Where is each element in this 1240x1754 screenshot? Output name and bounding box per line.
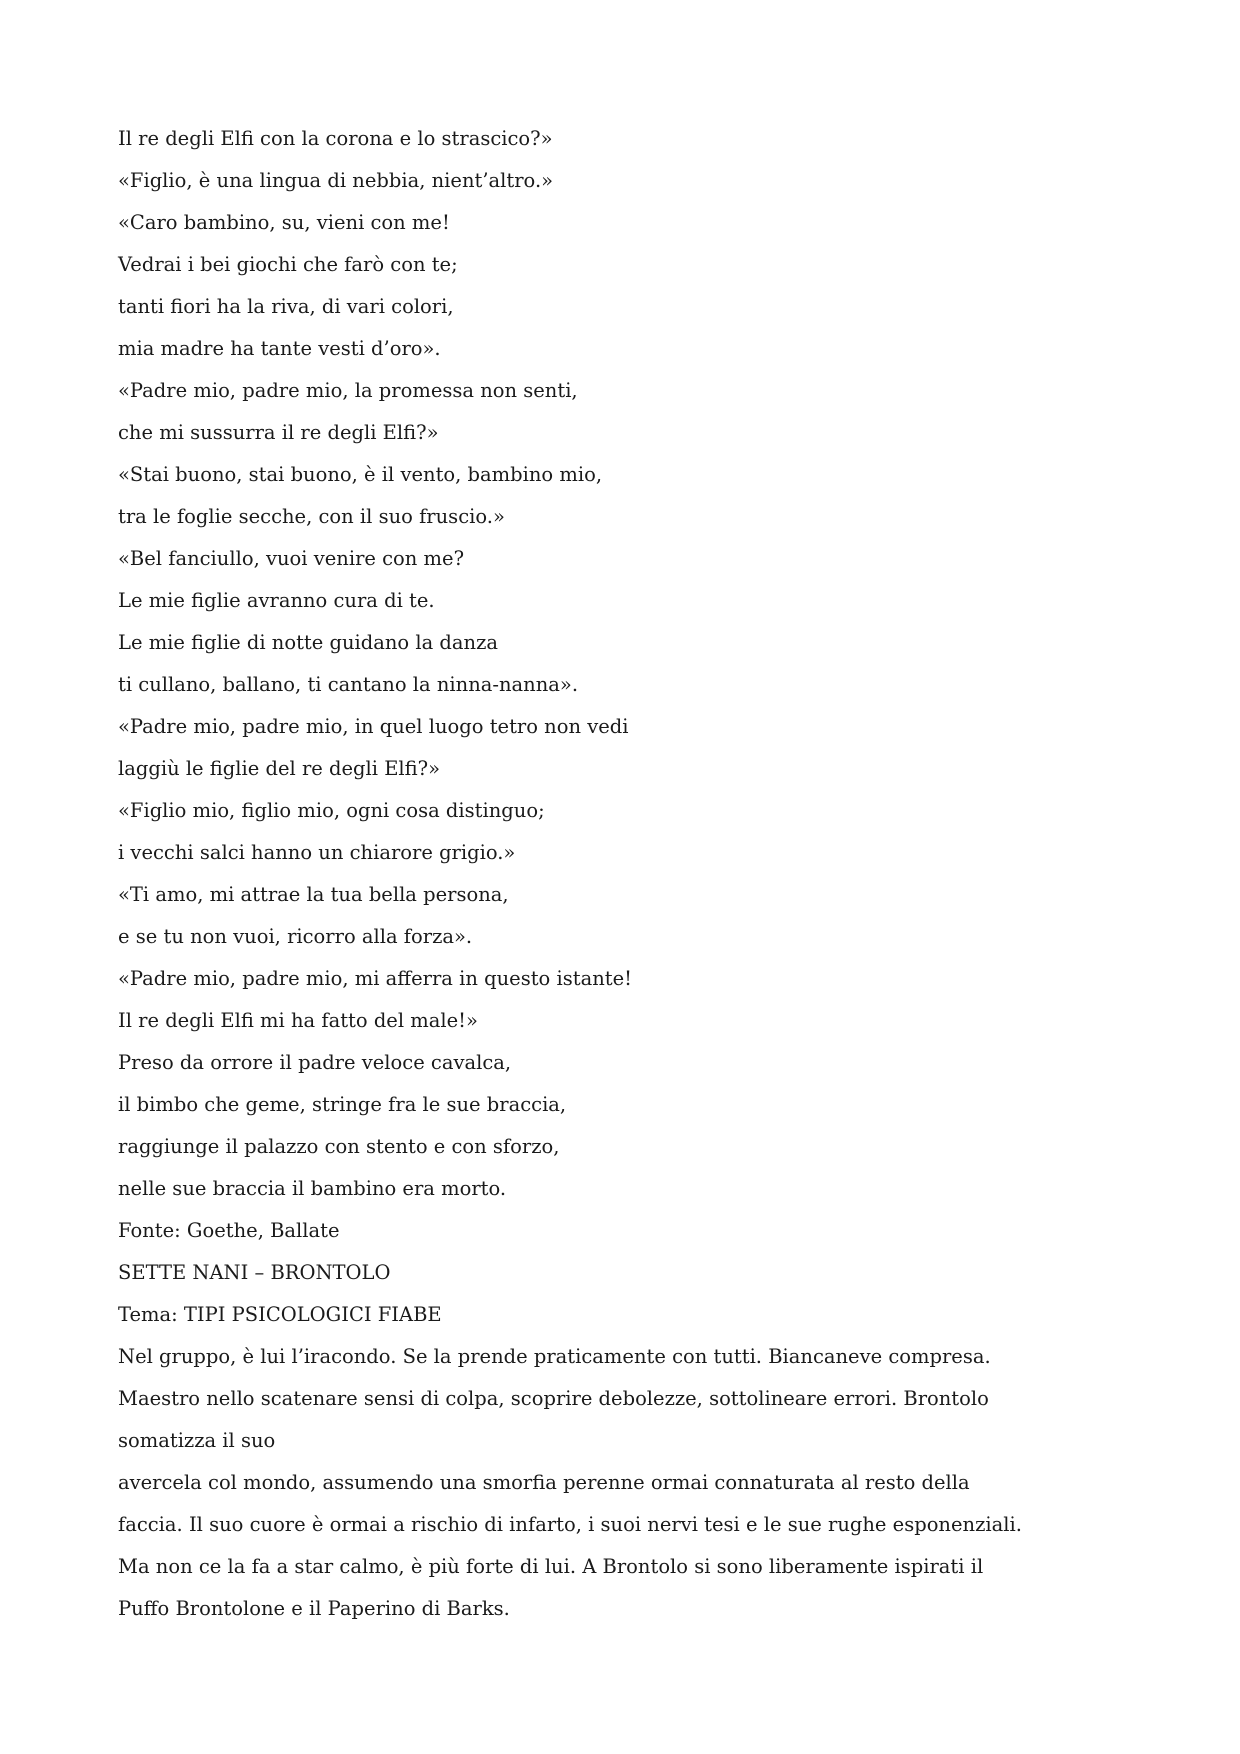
paragraph-line: Maestro nello scatenare sensi di colpa, scoprire debolezze, sottolineare errori. Brontolo	[118, 1387, 989, 1410]
paragraph-line: Ma non ce la fa a star calmo, è più forte di lui. A Brontolo si sono liberamente ispirati il	[118, 1555, 984, 1578]
poem-line: «Figlio, è una lingua di nebbia, nient’altro.»	[118, 169, 554, 192]
poem-line: che mi sussurra il re degli Elfi?»	[118, 421, 439, 444]
paragraph-line: avercela col mondo, assumendo una smorfia perenne ormai connaturata al resto della	[118, 1471, 970, 1494]
poem-line: mia madre ha tante vesti d’oro».	[118, 337, 441, 360]
paragraph-line: faccia. Il suo cuore è ormai a rischio di infarto, i suoi nervi tesi e le sue rughe esponenziali.	[118, 1513, 1022, 1536]
poem-line: ti cullano, ballano, ti cantano la ninna-nanna».	[118, 673, 579, 696]
poem-line: Le mie figlie avranno cura di te.	[118, 589, 435, 612]
poem-line: «Bel fanciullo, vuoi venire con me?	[118, 547, 465, 570]
poem-line: Preso da orrore il padre veloce cavalca,	[118, 1051, 512, 1074]
poem-line: Il re degli Elfi con la corona e lo strascico?»	[118, 127, 553, 150]
poem-line: «Padre mio, padre mio, la promessa non senti,	[118, 379, 578, 402]
poem-line: «Figlio mio, figlio mio, ogni cosa distinguo;	[118, 799, 545, 822]
paragraph-line: somatizza il suo	[118, 1429, 276, 1452]
poem-line: il bimbo che geme, stringe fra le sue braccia,	[118, 1093, 567, 1116]
paragraph-line: Puffo Brontolone e il Paperino di Barks.	[118, 1597, 510, 1620]
paragraph-line: Nel gruppo, è lui l’iracondo. Se la prende praticamente con tutti. Biancaneve compresa.	[118, 1345, 991, 1368]
poem-line: «Caro bambino, su, vieni con me!	[118, 211, 450, 234]
poem-line: «Padre mio, padre mio, mi afferra in questo istante!	[118, 967, 632, 990]
poem-line: «Ti amo, mi attrae la tua bella persona,	[118, 883, 509, 906]
poem-line: «Stai buono, stai buono, è il vento, bambino mio,	[118, 463, 603, 486]
poem-line: Il re degli Elfi mi ha fatto del male!»	[118, 1009, 478, 1032]
poem-line: i vecchi salci hanno un chiarore grigio.»	[118, 841, 516, 864]
poem-line: Le mie figlie di notte guidano la danza	[118, 631, 498, 654]
poem-line: tra le foglie secche, con il suo fruscio.»	[118, 505, 505, 528]
text-body	[118, 118, 1118, 1630]
section-heading: SETTE NANI – BRONTOLO	[118, 1261, 391, 1284]
source-line: Fonte: Goethe, Ballate	[118, 1219, 340, 1242]
poem-line: Vedrai i bei giochi che farò con te;	[118, 253, 458, 276]
poem-line: tanti fiori ha la riva, di vari colori,	[118, 295, 454, 318]
poem-line: «Padre mio, padre mio, in quel luogo tetro non vedi	[118, 715, 629, 738]
poem-line: e se tu non vuoi, ricorro alla forza».	[118, 925, 473, 948]
poem-line: raggiunge il palazzo con stento e con sforzo,	[118, 1135, 560, 1158]
poem-line: nelle sue braccia il bambino era morto.	[118, 1177, 507, 1200]
theme-line: Tema: TIPI PSICOLOGICI FIABE	[118, 1303, 442, 1326]
poem-line: laggiù le figlie del re degli Elfi?»	[118, 757, 441, 780]
